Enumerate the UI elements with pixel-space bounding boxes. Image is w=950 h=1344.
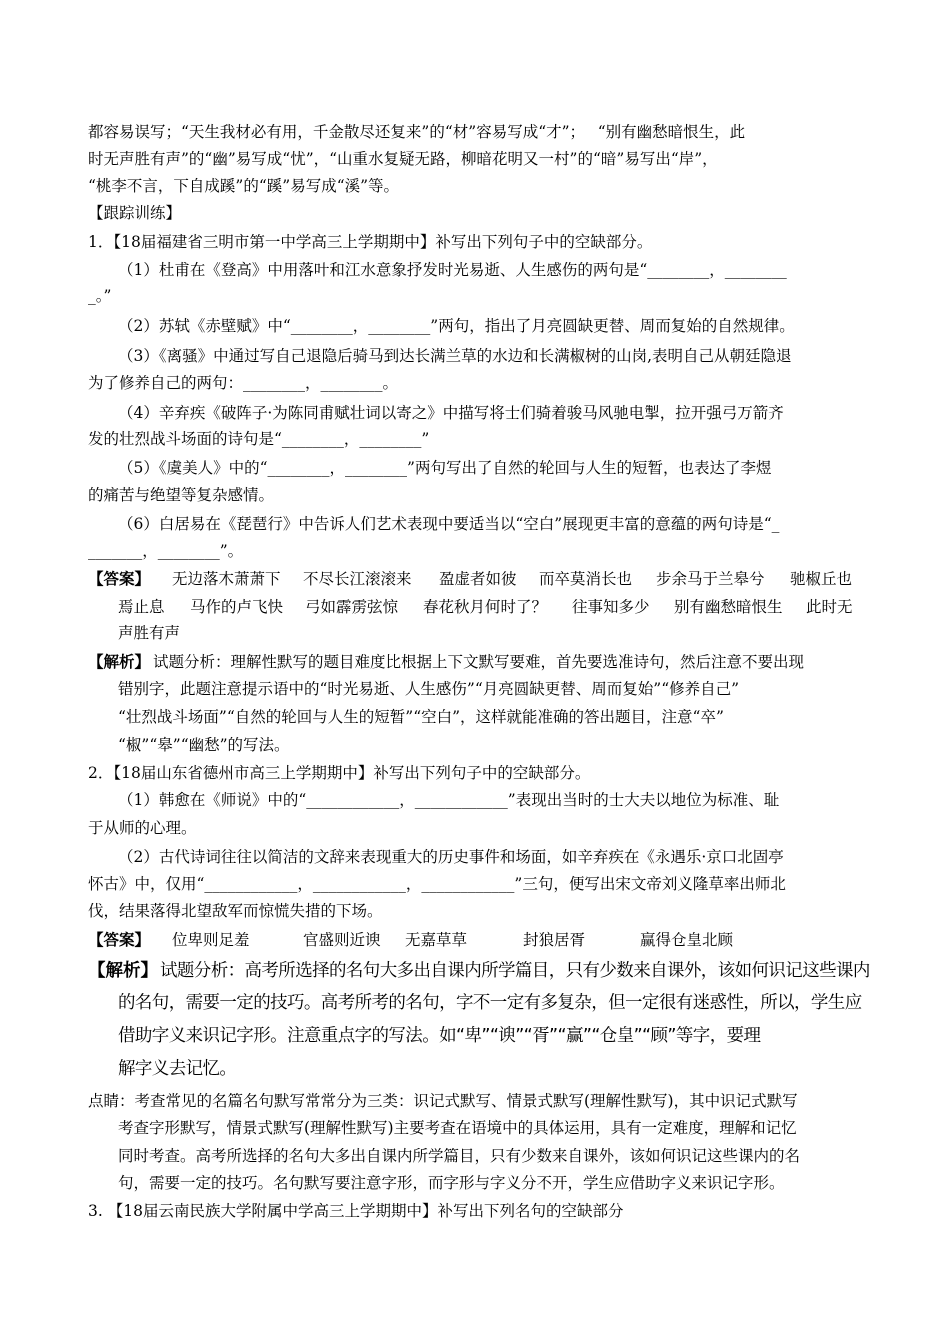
q1-answer-6: 驰椒丘也 (790, 570, 853, 588)
q1-answer-13: 此时无 (806, 598, 853, 616)
q2-answer-label: 【答案】 (88, 931, 151, 949)
q2-answer-2: 官盛则近谀 (303, 931, 381, 949)
q1-answer-11: 往事知多少 (572, 598, 650, 616)
q2-analysis-line-3: 借助字义来识记字形。注意重点字的写法。如“卑”“谀”“胥”“赢”“仓皇”“顾”等字，要理 (118, 1026, 761, 1046)
q2-item-2-line-3: 伐，结果落得北望敌军而惊慌失措的下场。 (88, 902, 383, 920)
q1-answer-14: 声胜有声 (118, 624, 181, 642)
q1-item-3-line-2: 为了修养自己的两句：________，________。 (88, 374, 399, 392)
q1-analysis-line-3: “壮烈战斗场面”“自然的轮回与人生的短暂”“空白”，这样就能准确的答出题目，注意“卒” (118, 708, 724, 726)
q2-answer-3: 无嘉草草 (405, 931, 468, 949)
q1-analysis-label: 【解析】 (88, 653, 151, 671)
q1-item-1-line-1: （1）杜甫在《登高》中用落叶和江水意象抒发时光易逝、人生感伤的两句是“________，________ (118, 261, 787, 279)
question-2-heading: 2．【18届山东省德州市高三上学期期中】补写出下列句子中的空缺部分。 (88, 764, 591, 782)
q1-answer-5: 步余马于兰皋兮 (656, 570, 765, 588)
q1-item-2: （2）苏轼《赤壁赋》中“________，________”两句，指出了月亮圆缺更替、周而复始的自然规律。 (118, 317, 795, 335)
q1-answer-9: 弓如霹雳弦惊 (305, 598, 399, 616)
q1-item-6-line-2: _______，________”。 (88, 542, 244, 560)
question-3-heading: 3. 【18届云南民族大学附属中学高三上学期期中】补写出下列名句的空缺部分 (88, 1202, 624, 1220)
q1-item-4-line-2: 发的壮烈战斗场面的诗句是“________，________” (88, 430, 430, 448)
q1-answer-label: 【答案】 (88, 570, 151, 588)
q2-item-2-line-1: （2）古代诗词往往以简洁的文辞来表现重大的历史事件和场面，如辛弃疾在《永遇乐·京口北固亭 (118, 848, 784, 866)
q1-analysis-line-4: “椒”“皋”“幽愁”的写法。 (118, 736, 290, 754)
q2-analysis-line-2: 的名句，需要一定的技巧。高考所考的名句，字不一定有多复杂，但一定很有迷惑性，所以，学生应 (118, 993, 862, 1013)
q2-answer-1: 位卑则足羞 (172, 931, 250, 949)
q2-tip-line-2: 考查字形默写，情景式默写(理解性默写)主要考查在语境中的具体运用，具有一定难度，理解和记忆 (118, 1119, 797, 1137)
intro-line-1: 都容易误写；“天生我材必有用，千金散尽还复来”的“材”容易写成“才”； “别有幽愁暗恨生，此 (88, 123, 746, 141)
question-1-heading: 1．【18届福建省三明市第一中学高三上学期期中】补写出下列句子中的空缺部分。 (88, 233, 653, 251)
q1-item-5-line-1: （5）《虞美人》中的“________，________”两句写出了自然的轮回与人生的短暂，也表达了李煜 (118, 459, 772, 477)
q1-answer-12: 别有幽愁暗恨生 (674, 598, 783, 616)
q2-item-2-line-2: 怀古》中，仅用“____________，____________，____________”三句，便写出宋文帝刘义隆草率出师北 (88, 875, 786, 893)
q2-tip-line-4: 句，需要一定的技巧。名句默写要注意字形，而字形与字义分不开，学生应借助字义来识记字形。 (118, 1174, 785, 1192)
intro-line-2: 时无声胜有声”的“幽”易写成“忧”，“山重水复疑无路，柳暗花明又一村”的“暗”易写出“岸”， (88, 150, 718, 168)
q1-answer-4: 而卒莫消长也 (539, 570, 633, 588)
q2-analysis-label: 【解析】 (88, 961, 158, 981)
q1-item-3-line-1: （3）《离骚》中通过写自己退隐后骑马到达长满兰草的水边和长满椒树的山岗,表明自己从朝廷隐退 (118, 347, 792, 365)
q1-item-6-line-1: （6）白居易在《琵琶行》中告诉人们艺术表现中要适当以“空白”展现更丰富的意蕴的两句诗是“_ (118, 515, 780, 533)
q2-tip-line-1: 点睛：考查常见的名篇名句默写常常分为三类：识记式默写、情景式默写(理解性默写)，其中识记式默写 (88, 1092, 798, 1110)
q2-answer-4: 封狼居胥 (523, 931, 586, 949)
q1-item-4-line-1: （4）辛弃疾《破阵子·为陈同甫赋壮词以寄之》中描写将士们骑着骏马风驰电掣，拉开强弓万箭齐 (118, 404, 784, 422)
q2-analysis-line-4: 解字义去记忆。 (118, 1059, 237, 1079)
q1-answer-3: 盈虚者如彼 (439, 570, 517, 588)
q2-answer-5: 赢得仓皇北顾 (640, 931, 734, 949)
intro-line-3: “桃李不言，下自成蹊”的“蹊”易写成“溪”等。 (88, 177, 400, 195)
section-title: 【跟踪训练】 (88, 204, 182, 222)
q1-analysis-line-1: 试题分析：理解性默写的题目难度比根据上下文默写要难，首先要选准诗句，然后注意不要出现 (153, 653, 805, 671)
q1-analysis-line-2: 错别字，此题注意提示语中的“时光易逝、人生感伤”“月亮圆缺更替、周而复始”“修养自己” (118, 680, 740, 698)
q1-answer-10: 春花秋月何时了？ (423, 598, 548, 616)
q1-item-5-line-2: 的痛苦与绝望等复杂感情。 (88, 486, 275, 504)
q1-answer-8: 马作的卢飞快 (190, 598, 284, 616)
q2-item-1-line-2: 于从师的心理。 (88, 819, 197, 837)
q2-item-1-line-1: （1）韩愈在《师说》中的“____________，____________”表现出当时的士大夫以地位为标准、耻 (118, 791, 780, 809)
q1-item-1-line-2: _。” (88, 287, 112, 305)
q1-answer-1: 无边落木萧萧下 (172, 570, 281, 588)
q2-tip-line-3: 同时考查。高考所选择的名句大多出自课内所学篇目，只有少数来自课外，该如何识记这些课内的名 (118, 1147, 801, 1165)
q1-answer-7: 焉止息 (118, 598, 165, 616)
q2-analysis-line-1: 试题分析：高考所选择的名句大多出自课内所学篇目，只有少数来自课外，该如何识记这些课内 (160, 961, 870, 981)
q1-answer-2: 不尽长江滚滚来 (303, 570, 412, 588)
